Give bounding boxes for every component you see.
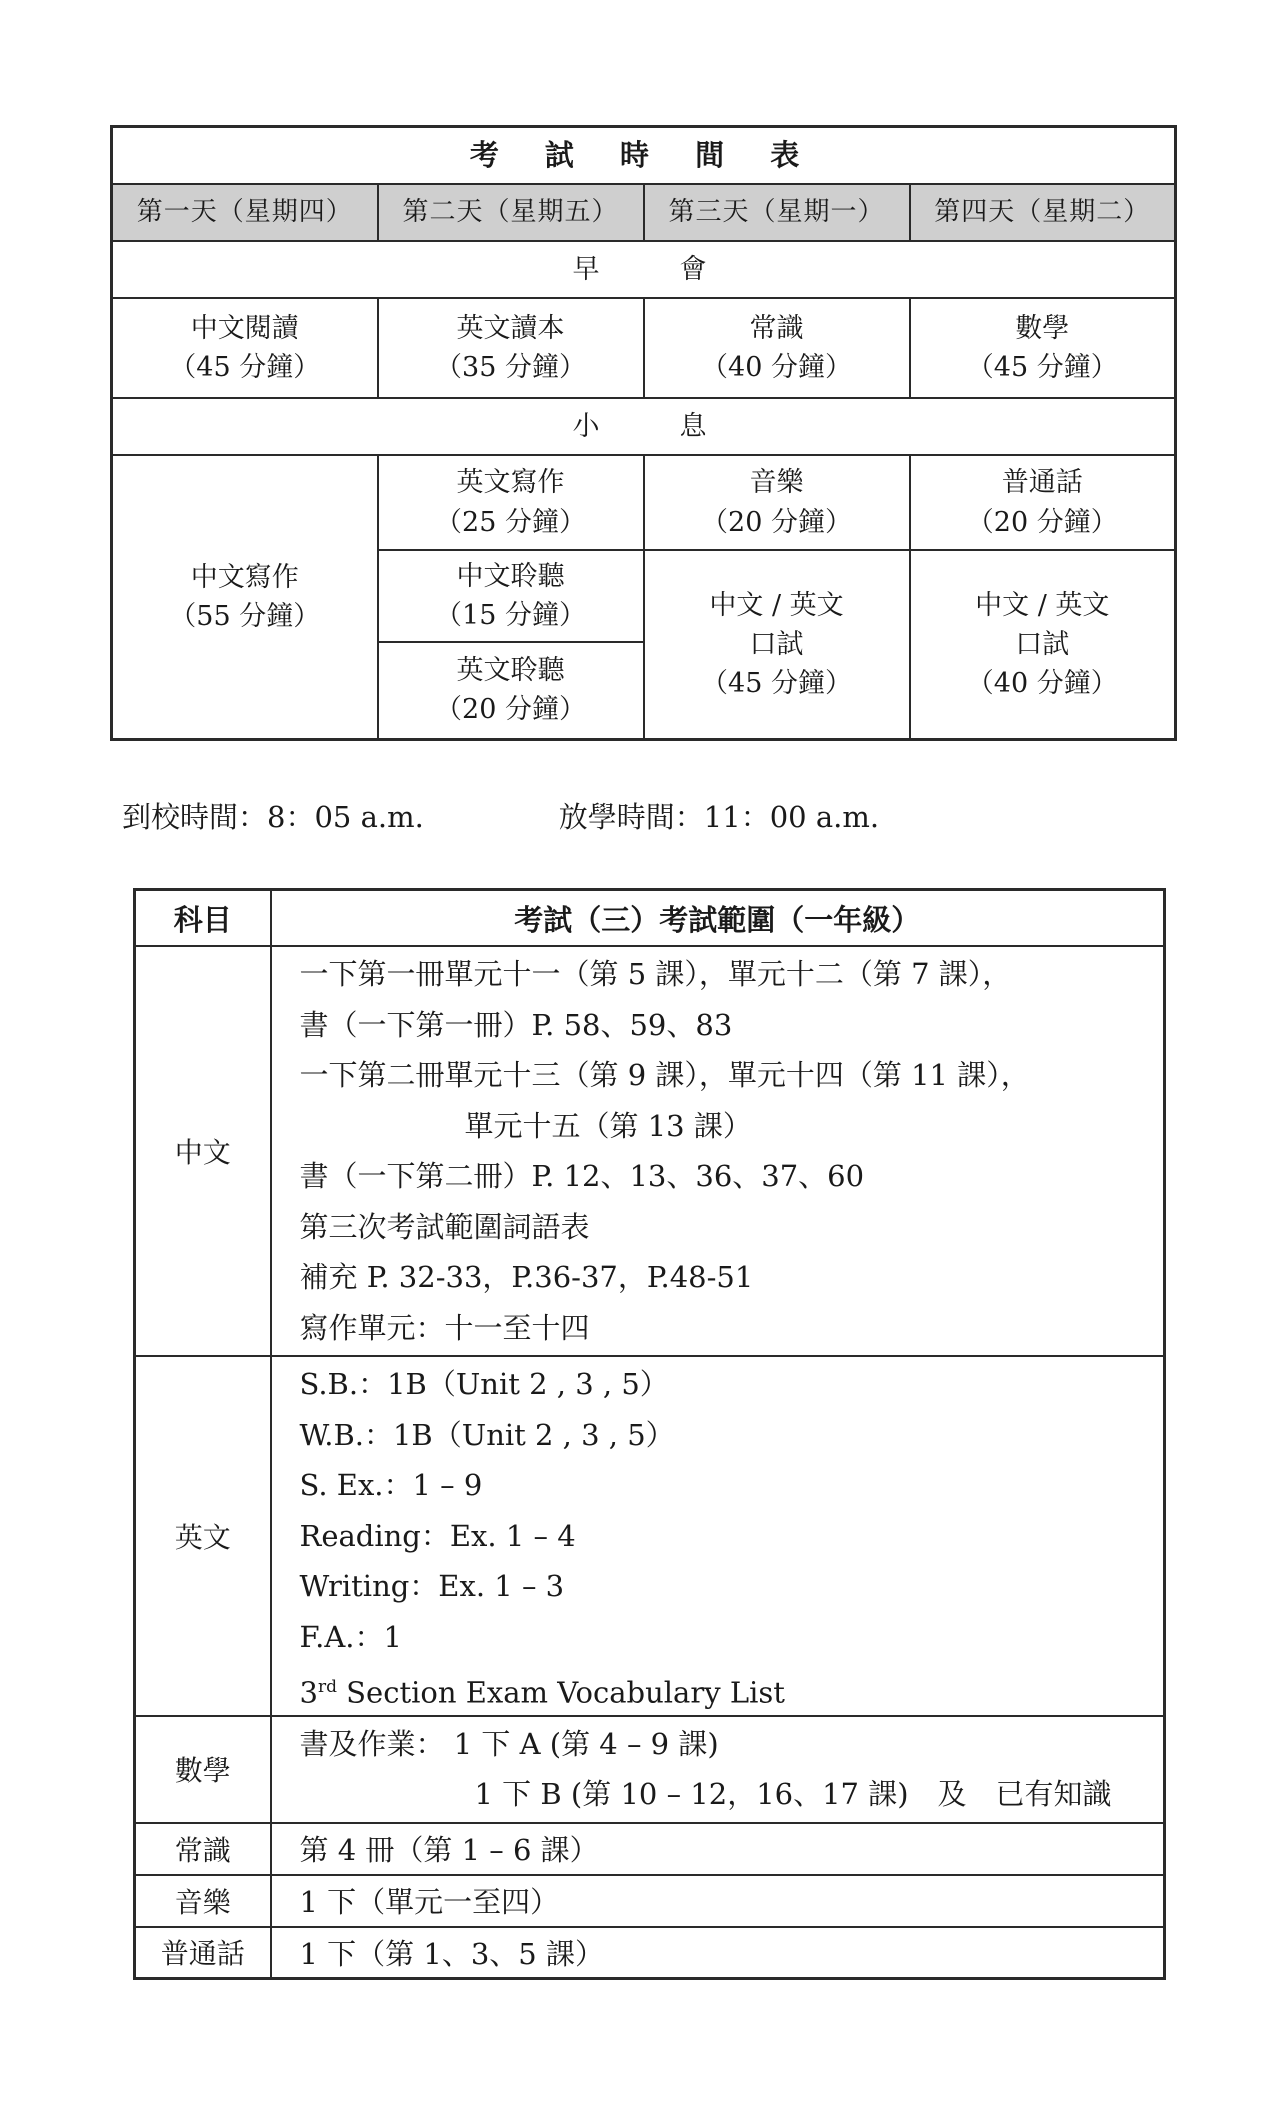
scope-content-english (271, 1356, 1165, 1716)
scope-subject-math: 數學 (135, 1716, 271, 1823)
slot-day2-eng-writing (378, 455, 644, 550)
break-char-2: 息 (679, 410, 715, 442)
scope-content-music: 1 下（單元一至四） (271, 1875, 1165, 1927)
exam-scope-table (133, 888, 1166, 1980)
scope-line: 書（一下第一冊）P. 58、59、83 (299, 1007, 733, 1042)
slot-duration: （55 分鐘） (169, 600, 321, 632)
break-row (112, 398, 1176, 455)
scope-line: 單元十五（第 13 課） (464, 1108, 752, 1143)
slot-duration: （40 分鐘） (966, 667, 1118, 699)
scope-subject-putonghua: 普通話 (135, 1927, 271, 1979)
scope-line: S.B.：1B（Unit 2 , 3 , 5） (299, 1367, 669, 1401)
slot-duration: （45 分鐘） (966, 352, 1118, 383)
scope-line: 書及作業： 1 下 A (第 4 – 9 課) (299, 1726, 719, 1761)
scope-line-vocab (300, 1662, 1164, 1713)
slot-subject: 英文寫作 (456, 467, 565, 499)
scope-line: 寫作單元：十一至十四 (299, 1310, 590, 1345)
slot-duration: （20 分鐘） (966, 506, 1118, 538)
slot-duration: （45 分鐘） (169, 352, 321, 383)
slot-subject: 數學 (1015, 312, 1070, 344)
slot-subject: 中文寫作 (190, 561, 299, 593)
slot-duration: （25 分鐘） (435, 506, 586, 538)
scope-subject-chinese: 中文 (135, 946, 271, 1356)
scope-line: 書（一下第二冊）P. 12、13、36、37、60 (299, 1159, 865, 1193)
scope-line: 第三次考試範圍詞語表 (299, 1209, 590, 1244)
slot-duration: （35 分鐘） (435, 352, 586, 383)
slot-day2-eng-listening (378, 642, 644, 739)
slot-subject: 中文閱讀 (190, 312, 299, 344)
slot-subject: 中文聆聽 (456, 560, 565, 592)
scope-line: Writing：Ex. 1 – 3 (299, 1569, 565, 1603)
scope-header-subject: 科目 (135, 890, 271, 947)
scope-line: 一下第一冊單元十一（第 5 課），單元十二（第 7 課）， (299, 957, 1012, 991)
slot-day2-chi-listening (378, 550, 644, 642)
scope-line: 一下第二冊單元十三（第 9 課），單元十四（第 11 課）， (299, 1058, 1030, 1092)
day-header-2: 第二天（星期五） (378, 184, 644, 241)
slot-day3-oral (644, 550, 910, 739)
assembly-row (112, 241, 1176, 298)
slot-duration: （40 分鐘） (701, 352, 852, 383)
slot-day1-reading (112, 298, 378, 398)
vocab-number: 3 (299, 1675, 318, 1710)
scope-content-gs: 第 4 冊（第 1 – 6 課） (271, 1823, 1165, 1875)
arrival-time: 到校時間：8：05 a.m. (122, 800, 424, 834)
slot-day4-math (910, 298, 1176, 398)
slot-subject: 普通話 (1001, 467, 1083, 499)
scope-subject-gs: 常識 (135, 1823, 271, 1875)
scope-subject-english: 英文 (135, 1356, 271, 1716)
scope-content-math (271, 1716, 1165, 1823)
slot-duration: （45 分鐘） (701, 667, 852, 699)
scope-line: W.B.：1B（Unit 2 , 3 , 5） (299, 1417, 675, 1452)
school-times (122, 795, 879, 836)
slot-subject-2: 口試 (749, 628, 804, 660)
scope-line: 補充 P. 32-33，P.36-37，P.48-51 (299, 1260, 754, 1294)
dismissal-time: 放學時間：11：00 a.m. (558, 800, 880, 834)
break-char-1: 小 (572, 410, 608, 442)
slot-subject: 中文 / 英文 (975, 589, 1110, 621)
slot-day3-gs (644, 298, 910, 398)
slot-day1-writing (112, 455, 378, 739)
day-header-3: 第三天（星期一） (644, 184, 910, 241)
slot-duration: （20 分鐘） (701, 506, 852, 538)
assembly-char-2: 會 (679, 253, 715, 285)
day-header-1: 第一天（星期四） (112, 184, 378, 241)
scope-line: S. Ex.：1 – 9 (299, 1468, 483, 1502)
day-header-4: 第四天（星期二） (910, 184, 1176, 241)
scope-header-title: 考試（三）考試範圍（一年級） (271, 890, 1165, 947)
slot-day4-putonghua (910, 455, 1176, 550)
slot-subject: 英文讀本 (456, 312, 565, 344)
slot-subject: 音樂 (749, 467, 804, 499)
slot-duration: （15 分鐘） (435, 600, 586, 631)
slot-day4-oral (910, 550, 1176, 739)
assembly-char-1: 早 (572, 253, 608, 285)
scope-content-putonghua: 1 下（第 1、3、5 課） (271, 1927, 1165, 1979)
slot-subject: 英文聆聽 (456, 655, 565, 687)
slot-subject: 常識 (749, 312, 804, 344)
slot-duration: （20 分鐘） (435, 694, 586, 726)
exam-schedule-table (110, 125, 1177, 741)
scope-line: F.A.：1 (299, 1619, 402, 1654)
schedule-title: 考 試 時 間 表 (112, 127, 1176, 185)
scope-content-chinese (271, 946, 1165, 1356)
slot-day3-music (644, 455, 910, 550)
vocab-rest: Section Exam Vocabulary List (336, 1675, 785, 1710)
slot-subject-2: 口試 (1015, 628, 1070, 660)
scope-line: 1 下 B (第 10 – 12，16、17 課) 及 已有知識 (474, 1777, 1112, 1811)
vocab-suffix: rd (317, 1677, 337, 1697)
slot-day2-reader (378, 298, 644, 398)
slot-subject: 中文 / 英文 (709, 589, 844, 621)
scope-subject-music: 音樂 (135, 1875, 271, 1927)
scope-line: Reading：Ex. 1 – 4 (299, 1518, 576, 1553)
